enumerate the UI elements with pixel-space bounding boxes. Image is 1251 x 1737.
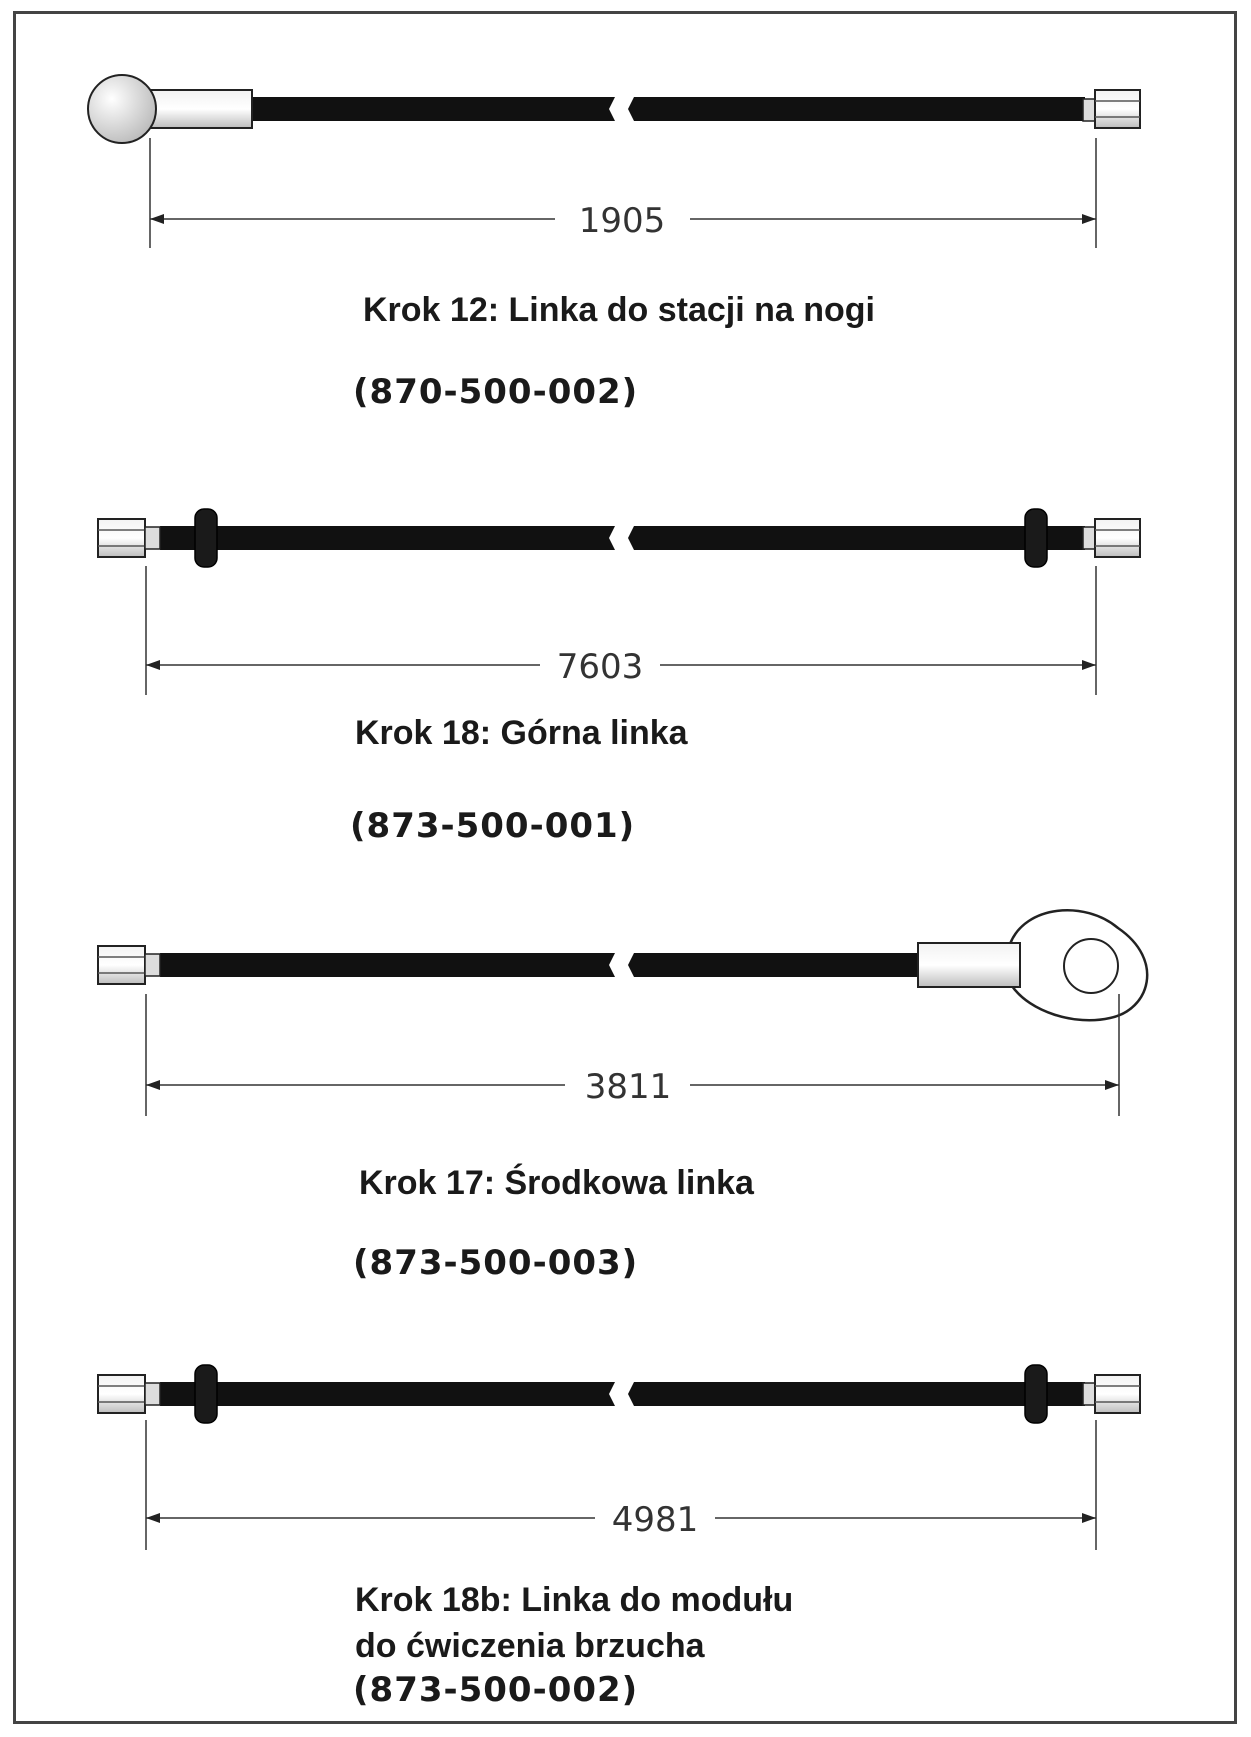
cable-3-wire-right <box>628 953 920 977</box>
cable-1 <box>88 75 1140 248</box>
cable-2 <box>98 509 1140 695</box>
cable-3-caption: Krok 17: Środkowa linka <box>359 1164 754 1202</box>
cable-1-collar-right <box>1083 99 1095 121</box>
cable-1-part-number: (870-500-002) <box>353 372 639 412</box>
stopper-ring-icon <box>195 1365 217 1423</box>
ball-end-icon <box>88 75 156 143</box>
cable-1-length: 1905 <box>578 201 666 241</box>
stopper-ring-icon <box>195 509 217 567</box>
cable-3-ferrule <box>918 943 1020 987</box>
hex-fitting-icon <box>1095 519 1140 557</box>
cable-2-length: 7603 <box>556 647 644 687</box>
stopper-ring-icon <box>1025 1365 1047 1423</box>
cable-3-collar-left <box>145 954 160 976</box>
cable-3-part-number: (873-500-003) <box>353 1243 639 1283</box>
hex-fitting-icon <box>1095 90 1140 128</box>
cable-2-wire-right <box>628 526 1085 550</box>
cable-4-wire-right <box>628 1382 1085 1406</box>
cable-3-length: 3811 <box>584 1067 672 1107</box>
eye-hole-icon <box>1064 939 1118 993</box>
cable-2-wire-left <box>160 526 615 550</box>
cable-4-caption-line2: do ćwiczenia brzucha <box>355 1627 705 1665</box>
stopper-ring-icon <box>1025 509 1047 567</box>
cable-4-caption-line1: Krok 18b: Linka do modułu <box>355 1581 794 1619</box>
hex-fitting-icon <box>98 1375 145 1413</box>
cable-3-wire-left <box>160 953 615 977</box>
cable-1-wire-right <box>628 97 1085 121</box>
cable-2-collar-left <box>145 527 160 549</box>
cable-1-caption: Krok 12: Linka do stacji na nogi <box>363 291 875 329</box>
cable-4-wire-left <box>160 1382 615 1406</box>
cable-3 <box>98 910 1147 1116</box>
cable-1-ferrule <box>148 90 252 128</box>
cable-4 <box>98 1365 1140 1550</box>
cable-2-part-number: (873-500-001) <box>350 806 636 846</box>
cable-2-collar-right <box>1083 527 1095 549</box>
hex-fitting-icon <box>1095 1375 1140 1413</box>
cable-1-wire-left <box>250 97 615 121</box>
cable-4-collar-left <box>145 1383 160 1405</box>
cable-4-part-number: (873-500-002) <box>353 1670 639 1710</box>
cable-4-length: 4981 <box>611 1500 699 1540</box>
cable-2-caption: Krok 18: Górna linka <box>355 714 688 752</box>
hex-fitting-icon <box>98 519 145 557</box>
hex-fitting-icon <box>98 946 145 984</box>
cable-4-collar-right <box>1083 1383 1095 1405</box>
